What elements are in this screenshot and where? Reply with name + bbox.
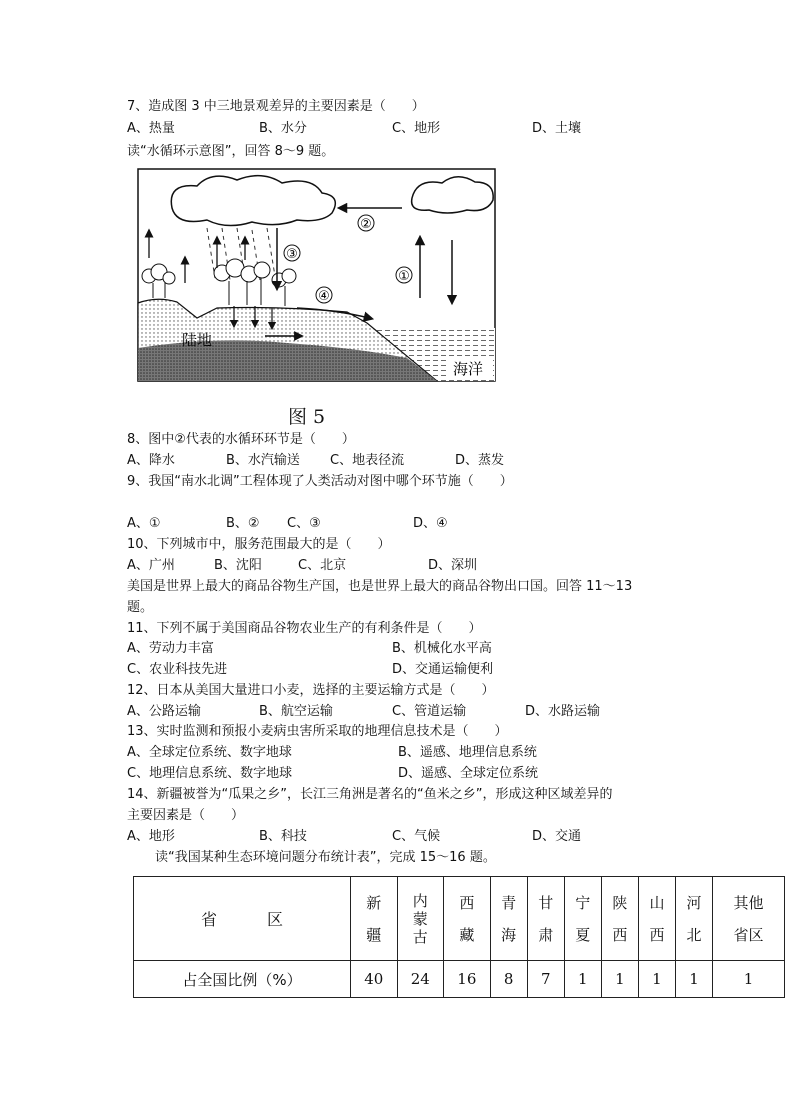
ocean-label: 海洋 <box>453 360 484 378</box>
value-cell: 16 <box>444 961 491 998</box>
q9-option-a: A、① <box>127 516 161 531</box>
province-char: 甘 <box>538 893 554 912</box>
province-cell <box>713 877 785 961</box>
q9-stem: 9、我国“南水北调”工程体现了人类活动对图中哪个环节施（ ） <box>127 474 513 489</box>
q12-option-a: A、公路运输 <box>127 704 201 719</box>
land-label: 陆地 <box>182 331 213 349</box>
q8-option-b: B、水汽输送 <box>226 453 300 468</box>
province-char: 海 <box>501 925 517 944</box>
province-cell <box>351 877 398 961</box>
province-cell <box>490 877 527 961</box>
province-char: 宁 <box>575 893 591 912</box>
q13-option-b: B、遥感、地理信息系统 <box>398 745 537 760</box>
q10-option-a: A、广州 <box>127 558 175 573</box>
q9-option-d: D、④ <box>413 516 448 531</box>
intro-15-16: 读“我国某种生态环境问题分布统计表”，完成 15～16 题。 <box>155 850 496 865</box>
label-4: ④ <box>318 289 330 304</box>
value-cell: 1 <box>675 961 712 998</box>
q11-option-c: C、农业科技先进 <box>127 662 228 677</box>
province-char: 内 <box>412 891 428 910</box>
q11-stem: 11、下列不属于美国商品谷物农业生产的有利条件是（ ） <box>127 621 482 636</box>
province-cell <box>675 877 712 961</box>
province-char: 疆 <box>366 925 382 944</box>
q10-option-c: C、北京 <box>298 558 347 573</box>
q12-option-c: C、管道运输 <box>392 704 467 719</box>
intro-8-9: 读“水循环示意图”，回答 8～9 题。 <box>127 144 335 159</box>
header-label-cell: 省区 <box>134 877 351 961</box>
row-label-cell: 占全国比例（%） <box>134 961 351 998</box>
q8-stem: 8、图中②代表的水循环环节是（ ） <box>127 432 355 447</box>
label-2: ② <box>360 217 372 232</box>
q8-option-a: A、降水 <box>127 453 175 468</box>
province-char: 河 <box>686 893 702 912</box>
province-cell <box>397 877 444 961</box>
q12-stem: 12、日本从美国大量进口小麦，选择的主要运输方式是（ ） <box>127 683 495 698</box>
q14-stem-line2: 主要因素是（ ） <box>127 808 245 823</box>
label-1: ① <box>398 269 410 284</box>
q7-option-a: A、热量 <box>127 121 175 136</box>
value-cell: 1 <box>713 961 785 998</box>
province-cell <box>564 877 601 961</box>
q11-option-d: D、交通运输便利 <box>392 662 494 677</box>
province-char: 其他 <box>733 893 764 912</box>
value-cell: 24 <box>397 961 444 998</box>
province-char: 陕 <box>612 893 628 912</box>
q12-option-d: D、水路运输 <box>525 704 601 719</box>
q13-option-c: C、地理信息系统、数字地球 <box>127 766 293 781</box>
province-char: 新 <box>366 893 382 912</box>
q10-option-d: D、深圳 <box>428 558 478 573</box>
q11-option-b: B、机械化水平高 <box>392 641 492 656</box>
q13-option-a: A、全球定位系统、数字地球 <box>127 745 292 760</box>
province-char: 山 <box>649 893 665 912</box>
q10-option-b: B、沈阳 <box>214 558 262 573</box>
province-char: 藏 <box>459 925 475 944</box>
water-cycle-diagram <box>137 168 497 383</box>
figure-caption: 图 5 <box>288 406 326 428</box>
value-cell: 1 <box>638 961 675 998</box>
q13-option-d: D、遥感、全球定位系统 <box>398 766 539 781</box>
intro-11-13-line2: 题。 <box>127 600 154 615</box>
q7-option-d: D、土壤 <box>532 121 582 136</box>
q14-option-a: A、地形 <box>127 829 175 844</box>
q8-option-c: C、地表径流 <box>330 453 405 468</box>
q7-stem: 7、造成图 3 中三地景观差异的主要因素是（ ） <box>127 99 425 114</box>
value-cell: 7 <box>527 961 564 998</box>
q14-stem-line1: 14、新疆被誉为“瓜果之乡”，长江三角洲是著名的“鱼米之乡”，形成这种区域差异的 <box>127 787 613 802</box>
province-char: 青 <box>501 893 517 912</box>
province-cell <box>527 877 564 961</box>
province-char: 西 <box>649 925 665 944</box>
q7-option-c: C、地形 <box>392 121 441 136</box>
table-header-row <box>134 877 785 961</box>
province-char: 夏 <box>575 925 591 944</box>
q9-option-c: C、③ <box>287 516 321 531</box>
province-char: 省区 <box>733 925 764 944</box>
value-cell: 1 <box>601 961 638 998</box>
value-cell: 40 <box>351 961 398 998</box>
province-cell <box>601 877 638 961</box>
q11-option-a: A、劳动力丰富 <box>127 641 214 656</box>
q14-option-c: C、气候 <box>392 829 441 844</box>
q10-stem: 10、下列城市中，服务范围最大的是（ ） <box>127 537 391 552</box>
province-char: 西 <box>612 925 628 944</box>
q12-option-b: B、航空运输 <box>259 704 333 719</box>
q14-option-b: B、科技 <box>259 829 307 844</box>
province-cell <box>444 877 491 961</box>
q8-option-d: D、蒸发 <box>455 453 505 468</box>
q9-option-b: B、② <box>226 516 260 531</box>
province-char: 蒙 <box>412 909 428 928</box>
province-char: 北 <box>686 925 702 944</box>
table-value-row <box>134 961 785 998</box>
distribution-table <box>133 876 785 998</box>
province-char: 西 <box>459 893 475 912</box>
value-cell: 1 <box>564 961 601 998</box>
province-char: 古 <box>412 927 428 946</box>
intro-11-13-line1: 美国是世界上最大的商品谷物生产国，也是世界上最大的商品谷物出口国。回答 11～13 <box>127 579 633 594</box>
q7-option-b: B、水分 <box>259 121 307 136</box>
province-char: 肃 <box>538 925 554 944</box>
value-cell: 8 <box>490 961 527 998</box>
q14-option-d: D、交通 <box>532 829 582 844</box>
province-cell <box>638 877 675 961</box>
label-3: ③ <box>286 247 298 262</box>
q13-stem: 13、实时监测和预报小麦病虫害所采取的地理信息技术是（ ） <box>127 724 508 739</box>
